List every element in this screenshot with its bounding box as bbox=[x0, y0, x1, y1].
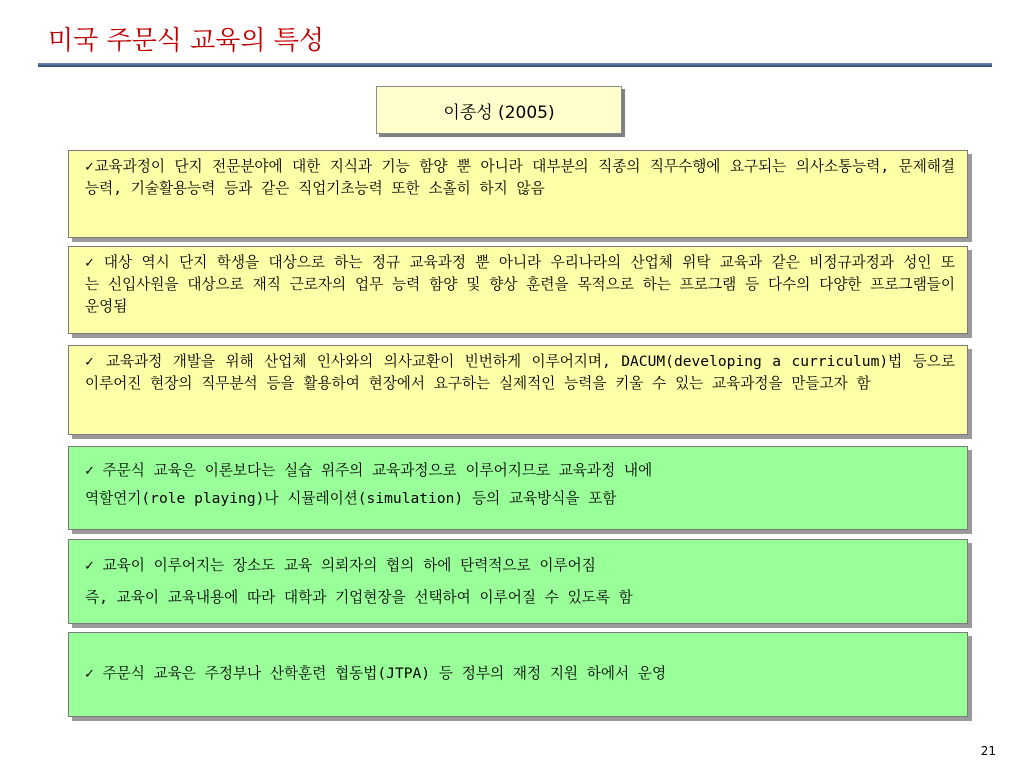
text-box-6 bbox=[68, 632, 968, 717]
title-divider bbox=[38, 63, 992, 67]
text-box-3 bbox=[68, 345, 968, 435]
box-5-line-2: 즉, 교육이 교육내용에 따라 대학과 기업현장을 선택하여 이루어질 수 있도록 함 bbox=[85, 589, 633, 606]
author-year-box bbox=[376, 86, 622, 134]
box-4-line-2: 역할연기(role playing)나 시뮬레이션(simulation) 등의 교육방식을 포함 bbox=[85, 490, 617, 507]
box-4-line-1: ✓ 주문식 교육은 이론보다는 실습 위주의 교육과정으로 이루어지므로 교육과정 내에 bbox=[85, 462, 653, 479]
box-1-text: ✓교육과정이 단지 전문분야에 대한 지식과 기능 함양 뿐 아니라 대부분의 직종의 직무수행에 요구되는 의사소통능력, 문제해결능력, 기술활용능력 등과 같은 직업기초능력 또한 소홀히 하지 않음 bbox=[85, 158, 955, 197]
text-box-5 bbox=[68, 539, 968, 624]
box-3-text: ✓ 교육과정 개발을 위해 산업체 인사와의 의사교환이 빈번하게 이루어지며, DACUM(developing a curriculum)법 등으로 이루어진 현장의 직무분석 등을 활용하여 현장에서 요구하는 실제적인 능력을 키울 수 있는 교육과정을 만들고자 함 bbox=[85, 353, 964, 392]
text-box-2 bbox=[68, 246, 968, 334]
author-year-label: 이종성 (2005) bbox=[443, 102, 555, 123]
slide-title: 미국 주문식 교육의 특성 bbox=[48, 26, 324, 56]
box-5-line-1: ✓ 교육이 이루어지는 장소도 교육 의뢰자의 협의 하에 탄력적으로 이루어짐 bbox=[85, 557, 596, 574]
text-box-4 bbox=[68, 446, 968, 530]
box-2-text: ✓ 대상 역시 단지 학생을 대상으로 하는 정규 교육과정 뿐 아니라 우리나라의 산업체 위탁 교육과 같은 비정규과정과 성인 또는 신입사원을 대상으로 재직 근로자의 업무 능력 함양 및 향상 훈련을 목적으로 하는 프로그램 등 다수의 다양한 프로그램들이 운영됨 bbox=[85, 254, 964, 315]
page-number: 21 bbox=[980, 744, 996, 758]
text-box-1 bbox=[68, 150, 968, 238]
box-6-text: ✓ 주문식 교육은 주정부나 산학훈련 협동법(JTPA) 등 정부의 재정 지원 하에서 운영 bbox=[85, 665, 667, 682]
